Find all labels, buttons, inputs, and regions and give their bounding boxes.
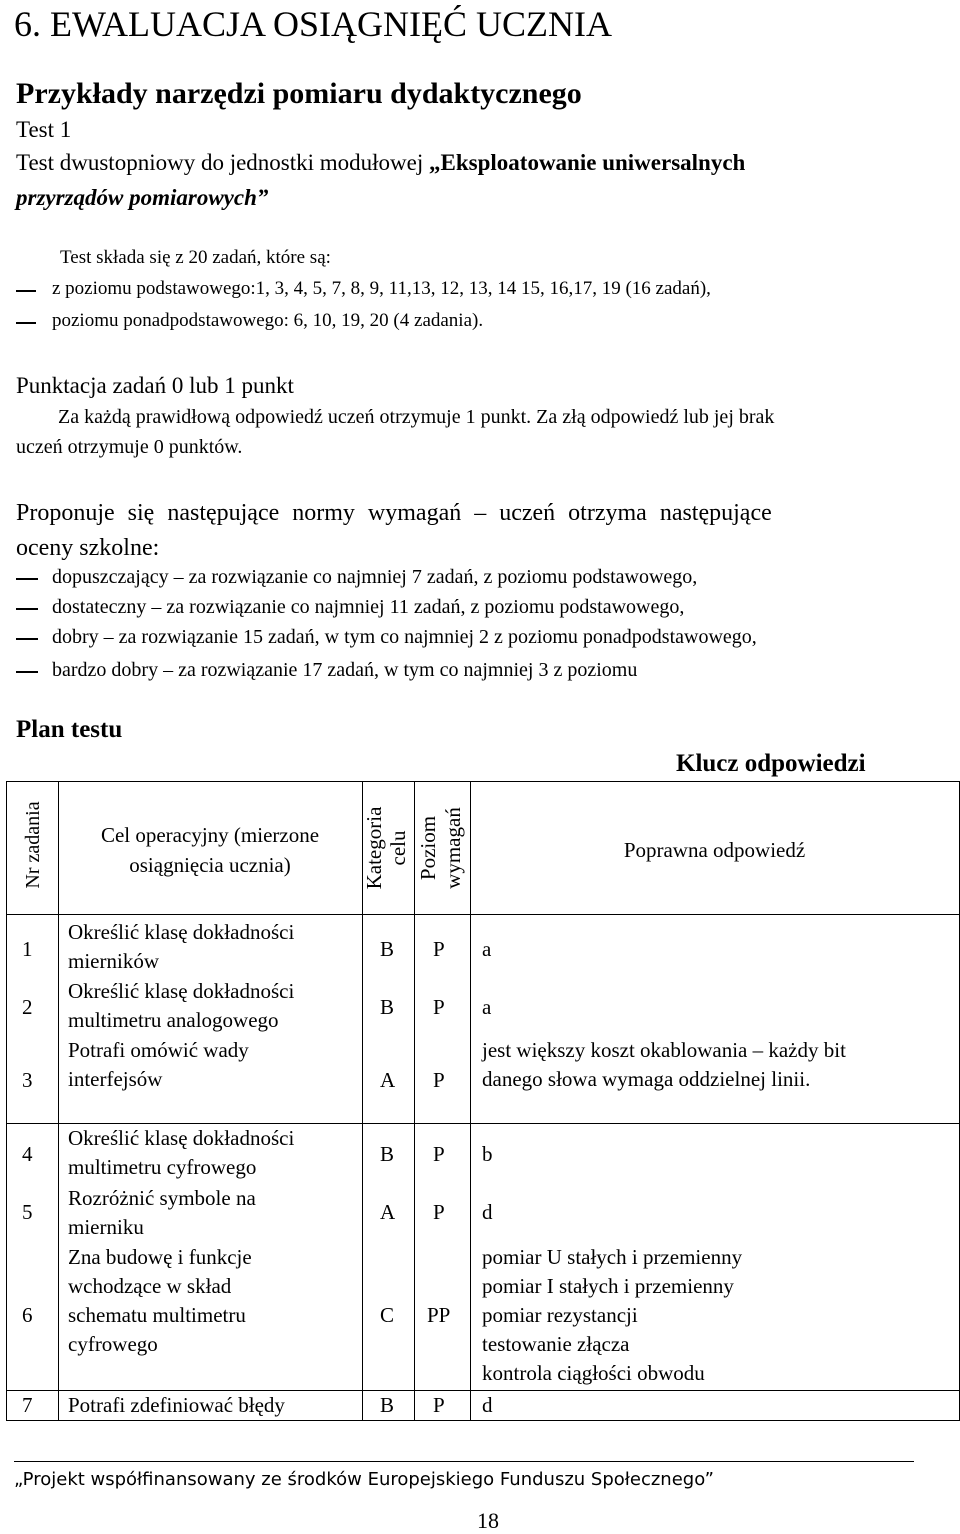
row-goal: Potrafi omówić wady bbox=[68, 1038, 249, 1062]
scoring-line1: Za każdą prawidłową odpowiedź uczeń otrzymuje 1 punkt. Za złą odpowiedź lub jej brak bbox=[58, 406, 775, 428]
row-answer: pomiar U stałych i przemienny bbox=[482, 1245, 743, 1269]
row-answer: a bbox=[482, 995, 492, 1019]
row-answer: pomiar rezystancji bbox=[482, 1303, 638, 1327]
bullet-dash bbox=[16, 290, 36, 292]
row-nr: 6 bbox=[22, 1303, 33, 1327]
row-answer: pomiar I stałych i przemienny bbox=[482, 1274, 734, 1298]
bullet-dash bbox=[16, 322, 36, 324]
bullet-dash bbox=[16, 671, 38, 673]
row-goal: schematu multimetru bbox=[68, 1303, 246, 1327]
row-goal: Potrafi zdefiniować błędy bbox=[68, 1393, 285, 1417]
row-goal: Określić klasę dokładności bbox=[68, 979, 295, 1003]
row-answer: b bbox=[482, 1142, 493, 1166]
header-answer: Poprawna odpowiedź bbox=[623, 838, 806, 862]
norm-item: bardzo dobry – za rozwiązanie 17 zadań, w tym co najmniej 3 z poziomu bbox=[52, 659, 638, 681]
row-goal: multimetru analogowego bbox=[68, 1008, 279, 1032]
row-goal: Zna budowę i funkcje bbox=[68, 1245, 252, 1269]
footer-text: „Projekt współfinansowany ze środków Europejskiego Funduszu Społecznego” bbox=[14, 1469, 714, 1490]
footer-rule bbox=[14, 1461, 914, 1462]
row-category: B bbox=[380, 995, 395, 1019]
row-level: P bbox=[433, 1142, 445, 1166]
test-desc-bold-1: „Eksploatowanie uniwersalnych bbox=[429, 150, 746, 175]
row-nr: 7 bbox=[22, 1393, 33, 1417]
row-level: P bbox=[433, 995, 445, 1019]
row-level: P bbox=[433, 1393, 445, 1417]
row-category: B bbox=[380, 1142, 395, 1166]
bullet-dash bbox=[16, 578, 38, 580]
row-goal: interfejsów bbox=[68, 1067, 163, 1091]
header-category: Kategoria celu bbox=[362, 806, 410, 890]
row-answer: a bbox=[482, 937, 492, 961]
test-desc-prefix: Test dwustopniowy do jednostki modułowej bbox=[16, 150, 430, 175]
row-goal: mierników bbox=[68, 949, 159, 973]
norm-item: dopuszczający – za rozwiązanie co najmniej 7 zadań, z poziomu podstawowego, bbox=[52, 566, 698, 588]
test-description bbox=[16, 148, 745, 178]
row-nr: 5 bbox=[22, 1200, 33, 1224]
row-goal: wchodzące w skład bbox=[68, 1274, 232, 1298]
row-category: B bbox=[380, 937, 395, 961]
row-category: C bbox=[380, 1303, 395, 1327]
row-level: P bbox=[433, 937, 445, 961]
row-category: A bbox=[380, 1200, 396, 1224]
composition-item: z poziomu podstawowego:1, 3, 4, 5, 7, 8, 9, 11,13, 12, 13, 14 15, 16,17, 19 (16 zadań), bbox=[52, 278, 711, 299]
row-answer: danego słowa wymaga oddzielnej linii. bbox=[482, 1067, 811, 1091]
test-label: Test 1 bbox=[16, 117, 72, 142]
chapter-title: 6. EWALUACJA OSIĄGNIĘĆ UCZNIA bbox=[14, 4, 612, 44]
row-answer: kontrola ciągłości obwodu bbox=[482, 1361, 705, 1385]
row-goal: Określić klasę dokładności bbox=[68, 1126, 295, 1150]
row-answer: d bbox=[482, 1200, 493, 1224]
row-level: P bbox=[433, 1200, 445, 1224]
plan-heading: Plan testu bbox=[16, 716, 123, 743]
row-category: B bbox=[380, 1393, 395, 1417]
row-nr: 3 bbox=[22, 1068, 33, 1092]
composition-item: poziomu ponadpodstawowego: 6, 10, 19, 20 (4 zadania). bbox=[52, 310, 484, 331]
bullet-dash bbox=[16, 638, 38, 640]
row-nr: 4 bbox=[22, 1142, 33, 1166]
row-category: A bbox=[380, 1068, 396, 1092]
header-nr: Nr zadania bbox=[22, 801, 44, 889]
row-nr: 2 bbox=[22, 995, 33, 1019]
row-nr: 1 bbox=[22, 937, 33, 961]
row-answer: testowanie złącza bbox=[482, 1332, 630, 1356]
row-level: PP bbox=[427, 1303, 451, 1327]
row-goal: Określić klasę dokładności bbox=[68, 920, 295, 944]
row-goal: Rozróżnić symbole na bbox=[68, 1186, 256, 1210]
row-answer: d bbox=[482, 1393, 493, 1417]
row-goal: mierniku bbox=[68, 1215, 144, 1239]
scoring-line2: uczeń otrzymuje 0 punktów. bbox=[16, 436, 243, 458]
test-description-line2: przyrządów pomiarowych” bbox=[16, 185, 269, 210]
norm-item: dobry – za rozwiązanie 15 zadań, w tym co najmniej 2 z poziomu ponadpodstawowego, bbox=[52, 626, 757, 648]
norm-item: dostateczny – za rozwiązanie co najmniej 11 zadań, z poziomu podstawowego, bbox=[52, 596, 685, 618]
bullet-dash bbox=[16, 608, 38, 610]
row-level: P bbox=[433, 1068, 445, 1092]
row-goal: cyfrowego bbox=[68, 1332, 158, 1356]
header-goal: Cel operacyjny (mierzone osiągnięcia ucznia) bbox=[100, 823, 320, 877]
header-level: Poziom wymagań bbox=[416, 807, 465, 889]
row-answer: jest większy koszt okablowania – każdy bit bbox=[482, 1038, 846, 1062]
scoring-heading: Punktacja zadań 0 lub 1 punkt bbox=[16, 373, 294, 398]
row-goal: multimetru cyfrowego bbox=[68, 1155, 257, 1179]
section-title: Przykłady narzędzi pomiaru dydaktycznego bbox=[16, 77, 582, 110]
composition-intro: Test składa się z 20 zadań, które są: bbox=[60, 247, 331, 268]
norms-heading-line1: Proponuje się następujące normy wymagań – uczeń otrzyma następujące bbox=[16, 500, 772, 526]
key-heading: Klucz odpowiedzi bbox=[676, 750, 866, 777]
norms-heading-line2: oceny szkolne: bbox=[16, 535, 160, 561]
page-number: 18 bbox=[477, 1508, 499, 1533]
